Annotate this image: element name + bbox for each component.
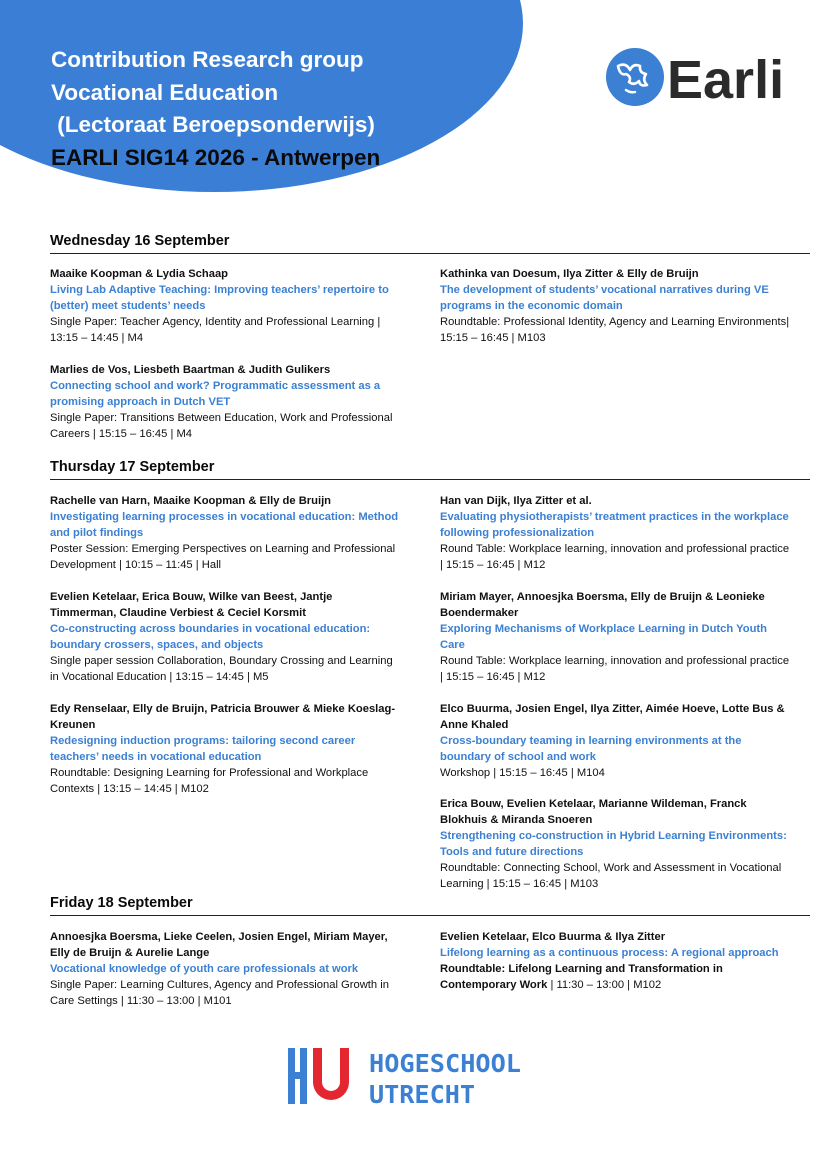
session-entry	[440, 493, 790, 573]
entry-authors: Evelien Ketelaar, Erica Bouw, Wilke van Beest, Jantje Timmerman, Claudine Verbiest & Ceciel Korsmit	[50, 591, 333, 619]
entry-authors: Evelien Ketelaar, Elco Buurma & Ilya Zitter	[440, 931, 666, 943]
session-entry	[50, 266, 400, 346]
entry-title: Redesigning induction programs: tailoring second career teachers’ needs in vocational education	[50, 735, 356, 763]
entry-title: Lifelong learning as a continuous process: A regional approach	[440, 947, 779, 959]
session-entry	[440, 589, 790, 685]
entry-authors: Edy Renselaar, Elly de Bruijn, Patricia Brouwer & Mieke Koeslag-Kreunen	[50, 703, 396, 731]
entry-authors: Han van Dijk, Ilya Zitter et al.	[440, 495, 592, 507]
title-line-1: Contribution Research group	[51, 47, 364, 72]
entry-title: Strengthening co-construction in Hybrid Learning Environments: Tools and future directions	[440, 830, 787, 858]
hu-mark-icon	[288, 1048, 349, 1104]
entry-authors: Elco Buurma, Josien Engel, Ilya Zitter, Aimée Hoeve, Lotte Bus & Anne Khaled	[440, 703, 785, 731]
entry-info	[440, 961, 790, 993]
entry-info-bold: Roundtable: Lifelong Learning and Transformation in Contemporary Work	[440, 963, 723, 991]
session-entry	[50, 362, 400, 442]
session-entry	[440, 796, 790, 892]
entry-title: Evaluating physiotherapists’ treatment practices in the workplace following professionalization	[440, 511, 789, 539]
hu-wordmark-line2: UTRECHT	[369, 1080, 475, 1107]
entry-authors: Maaike Koopman & Lydia Schaap	[50, 268, 229, 280]
title-line-4: EARLI SIG14 2026 - Antwerpen	[51, 144, 381, 170]
hu-wordmark-line1: HOGESCHOOL	[369, 1049, 521, 1078]
session-entry	[50, 929, 400, 1009]
entry-authors: Kathinka van Doesum, Ilya Zitter & Elly de Bruijn	[440, 268, 699, 280]
entry-info: Roundtable: Professional Identity, Agency and Learning Environments| 15:15 – 16:45 | M103	[440, 316, 790, 344]
entry-info: Poster Session: Emerging Perspectives on Learning and Professional Development | 10:15 – 11:45 | Hall	[50, 543, 396, 571]
entry-title: Vocational knowledge of youth care professionals at work	[50, 963, 359, 975]
entry-authors: Rachelle van Harn, Maaike Koopman & Elly de Bruijn	[50, 495, 332, 507]
entry-title: Investigating learning processes in vocational education: Method and pilot findings	[50, 511, 399, 539]
entry-info: Roundtable: Connecting School, Work and Assessment in Vocational Learning | 15:15 – 16:45 | M103	[440, 862, 782, 890]
entry-info: Round Table: Workplace learning, innovation and professional practice | 15:15 – 16:45 | M12	[440, 543, 790, 571]
entry-authors: Miriam Mayer, Annoesjka Boersma, Elly de Bruijn & Leonieke Boendermaker	[440, 591, 765, 619]
entry-title: Exploring Mechanisms of Workplace Learning in Dutch Youth Care	[440, 623, 767, 651]
title-line-3: (Lectoraat Beroepsonderwijs)	[51, 112, 375, 137]
earli-logo	[604, 46, 784, 108]
entry-title: Cross-boundary teaming in learning environments at the boundary of school and work	[440, 735, 742, 763]
session-entry	[440, 266, 790, 346]
session-entry	[50, 589, 400, 685]
day-heading-wednesday: Wednesday 16 September	[50, 230, 810, 254]
title-line-2: Vocational Education	[51, 79, 279, 105]
entry-info: Single Paper: Transitions Between Education, Work and Professional Careers | 15:15 – 16:45 | M4	[50, 412, 393, 440]
entry-title: Co-constructing across boundaries in vocational education: boundary crossers, spaces, and objects	[50, 623, 371, 651]
session-entry	[440, 701, 790, 781]
entry-info: Roundtable: Designing Learning for Professional and Workplace Contexts | 13:15 – 14:45 | M102	[50, 767, 369, 795]
session-entry	[50, 701, 400, 797]
hogeschool-utrecht-logo	[288, 1045, 528, 1107]
day-heading-friday: Friday 18 September	[50, 892, 810, 916]
earli-wordmark: Earli	[667, 50, 784, 108]
earli-globe-icon	[606, 48, 664, 106]
entry-info: Single paper session Collaboration, Boundary Crossing and Learning in Vocational Education | 13:15 – 14:45 | M5	[50, 655, 393, 683]
entry-title: Living Lab Adaptive Teaching: Improving teachers’ repertoire to (better) meet students’ needs	[50, 284, 389, 312]
entry-authors: Erica Bouw, Evelien Ketelaar, Marianne Wildeman, Franck Blokhuis & Miranda Snoeren	[440, 798, 747, 826]
session-entry	[50, 493, 400, 573]
entry-authors: Marlies de Vos, Liesbeth Baartman & Judith Gulikers	[50, 364, 331, 376]
page-title	[51, 44, 491, 174]
entry-authors: Annoesjka Boersma, Lieke Ceelen, Josien Engel, Miriam Mayer, Elly de Bruijn & Aurelie Lange	[50, 931, 388, 959]
day-heading-thursday: Thursday 17 September	[50, 456, 810, 480]
entry-info: Round Table: Workplace learning, innovation and professional practice | 15:15 – 16:45 | M12	[440, 655, 790, 683]
entry-info: Single Paper: Teacher Agency, Identity and Professional Learning | 13:15 – 14:45 | M4	[50, 316, 381, 344]
entry-info-rest: | 11:30 – 13:00 | M102	[547, 979, 662, 991]
entry-title: The development of students’ vocational narratives during VE programs in the economic domain	[440, 284, 769, 312]
entry-info: Workshop | 15:15 – 16:45 | M104	[440, 767, 605, 779]
entry-title: Connecting school and work? Programmatic assessment as a promising approach in Dutch VET	[50, 380, 381, 408]
entry-info: Single Paper: Learning Cultures, Agency and Professional Growth in Care Settings | 11:30 – 13:00 | M101	[50, 979, 389, 1007]
session-entry	[440, 929, 790, 993]
